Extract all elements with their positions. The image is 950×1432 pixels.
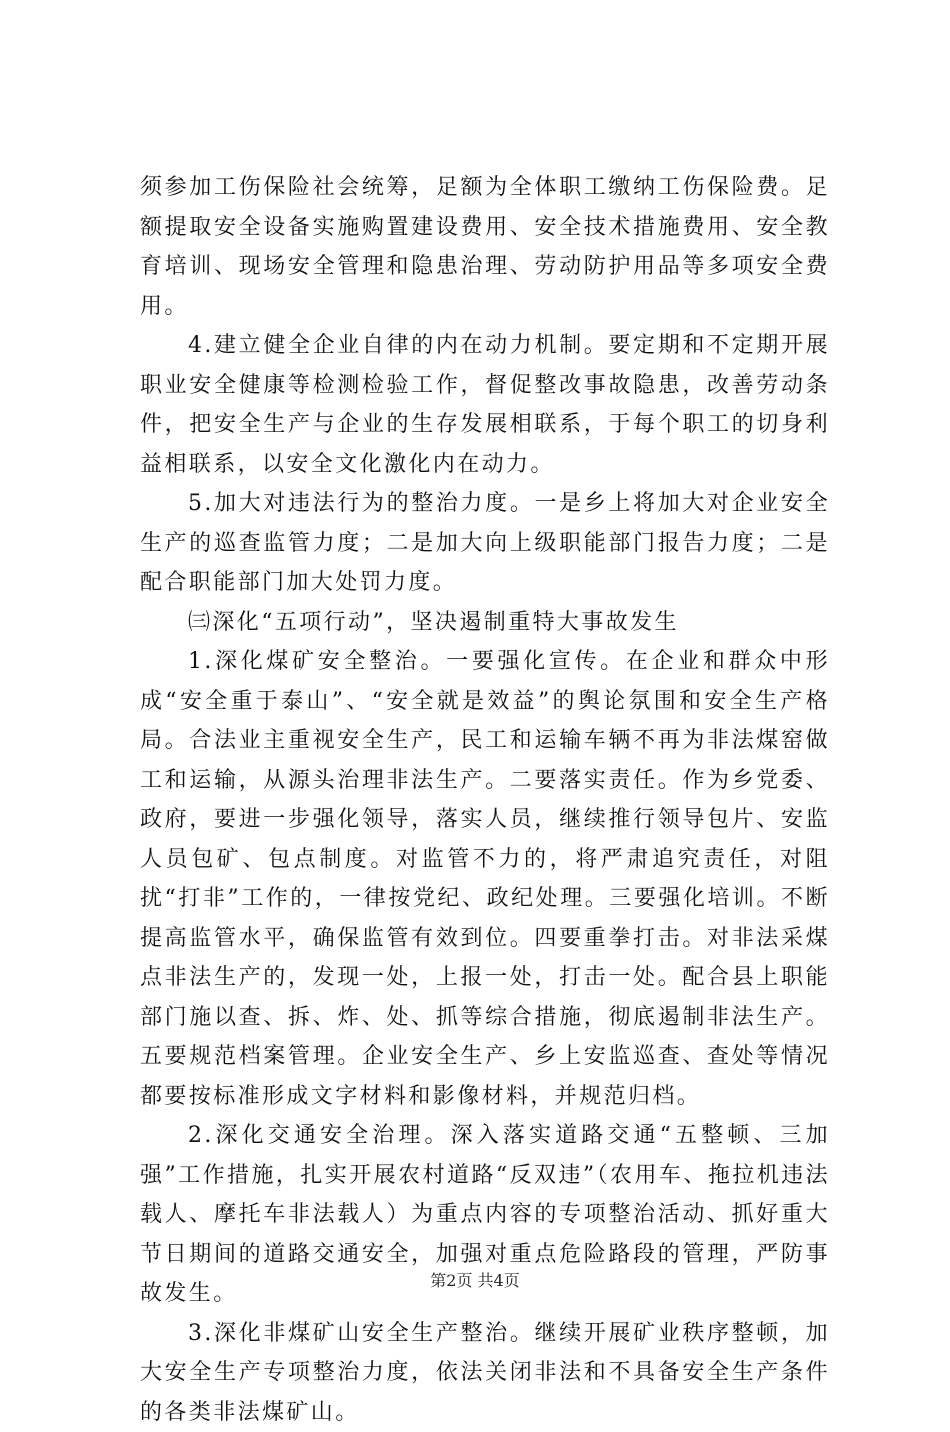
- paragraph-non-coal-mine: 3.深化非煤矿山安全生产整治。继续开展矿业秩序整顿，加大安全生产专项整治力度，依法关闭非法和不具备安全生产条件的各类非法煤矿山。: [140, 1314, 830, 1432]
- paragraph-item-4: 4.建立健全企业自律的内在动力机制。要定期和不定期开展职业安全健康等检测检验工作，督促整改事故隐患，改善劳动条件，把安全生产与企业的生存发展相联系，于每个职工的切身利益相联系，以安全文化激化内在动力。: [140, 326, 830, 484]
- paragraph-item-5: 5.加大对违法行为的整治力度。一是乡上将加大对企业安全生产的巡查监管力度；二是加大向上级职能部门报告力度；二是配合职能部门加大处罚力度。: [140, 484, 830, 603]
- paragraph-coal-mine: 1.深化煤矿安全整治。一要强化宣传。在企业和群众中形成“安全重于泰山”、“安全就是效益”的舆论氛围和安全生产格局。合法业主重视安全生产，民工和运输车辆不再为非法煤窑做工和运输，从源头治理非法生产。二要落实责任。作为乡党委、政府，要进一步强化领导，落实人员，继续推行领导包片、安监人员包矿、包点制度。对监管不力的，将严肃追究责任，对阻扰“打非”工作的，一律按党纪、政纪处理。三要强化培训。不断提高监管水平，确保监管有效到位。四要重拳打击。对非法采煤点非法生产的，发现一处，上报一处，打击一处。配合县上职能部门施以查、拆、炸、处、抓等综合措施，彻底遏制非法生产。五要规范档案管理。企业安全生产、乡上安监巡查、查处等情况都要按标准形成文字材料和影像材料，并规范归档。: [140, 642, 830, 1116]
- paragraph-continuation: 须参加工伤保险社会统筹，足额为全体职工缴纳工伤保险费。足额提取安全设备实施购置建设费用、安全技术措施费用、安全教育培训、现场安全管理和隐患治理、劳动防护用品等多项安全费用。: [140, 168, 830, 326]
- paragraph-traffic-safety: 2.深化交通安全治理。深入落实道路交通“五整顿、三加强”工作措施，扎实开展农村道路“反双违”（农用车、拖拉机违法载人、摩托车非法载人）为重点内容的专项整治活动、抓好重大节日期间的道路交通安全，加强对重点危险路段的管理，严防事故发生。: [140, 1116, 830, 1314]
- document-body: [140, 168, 830, 1432]
- section-heading: ㈢深化“五项行动”，坚决遏制重特大事故发生: [140, 603, 830, 643]
- page-number-footer: 第2页 共4页: [0, 1271, 950, 1291]
